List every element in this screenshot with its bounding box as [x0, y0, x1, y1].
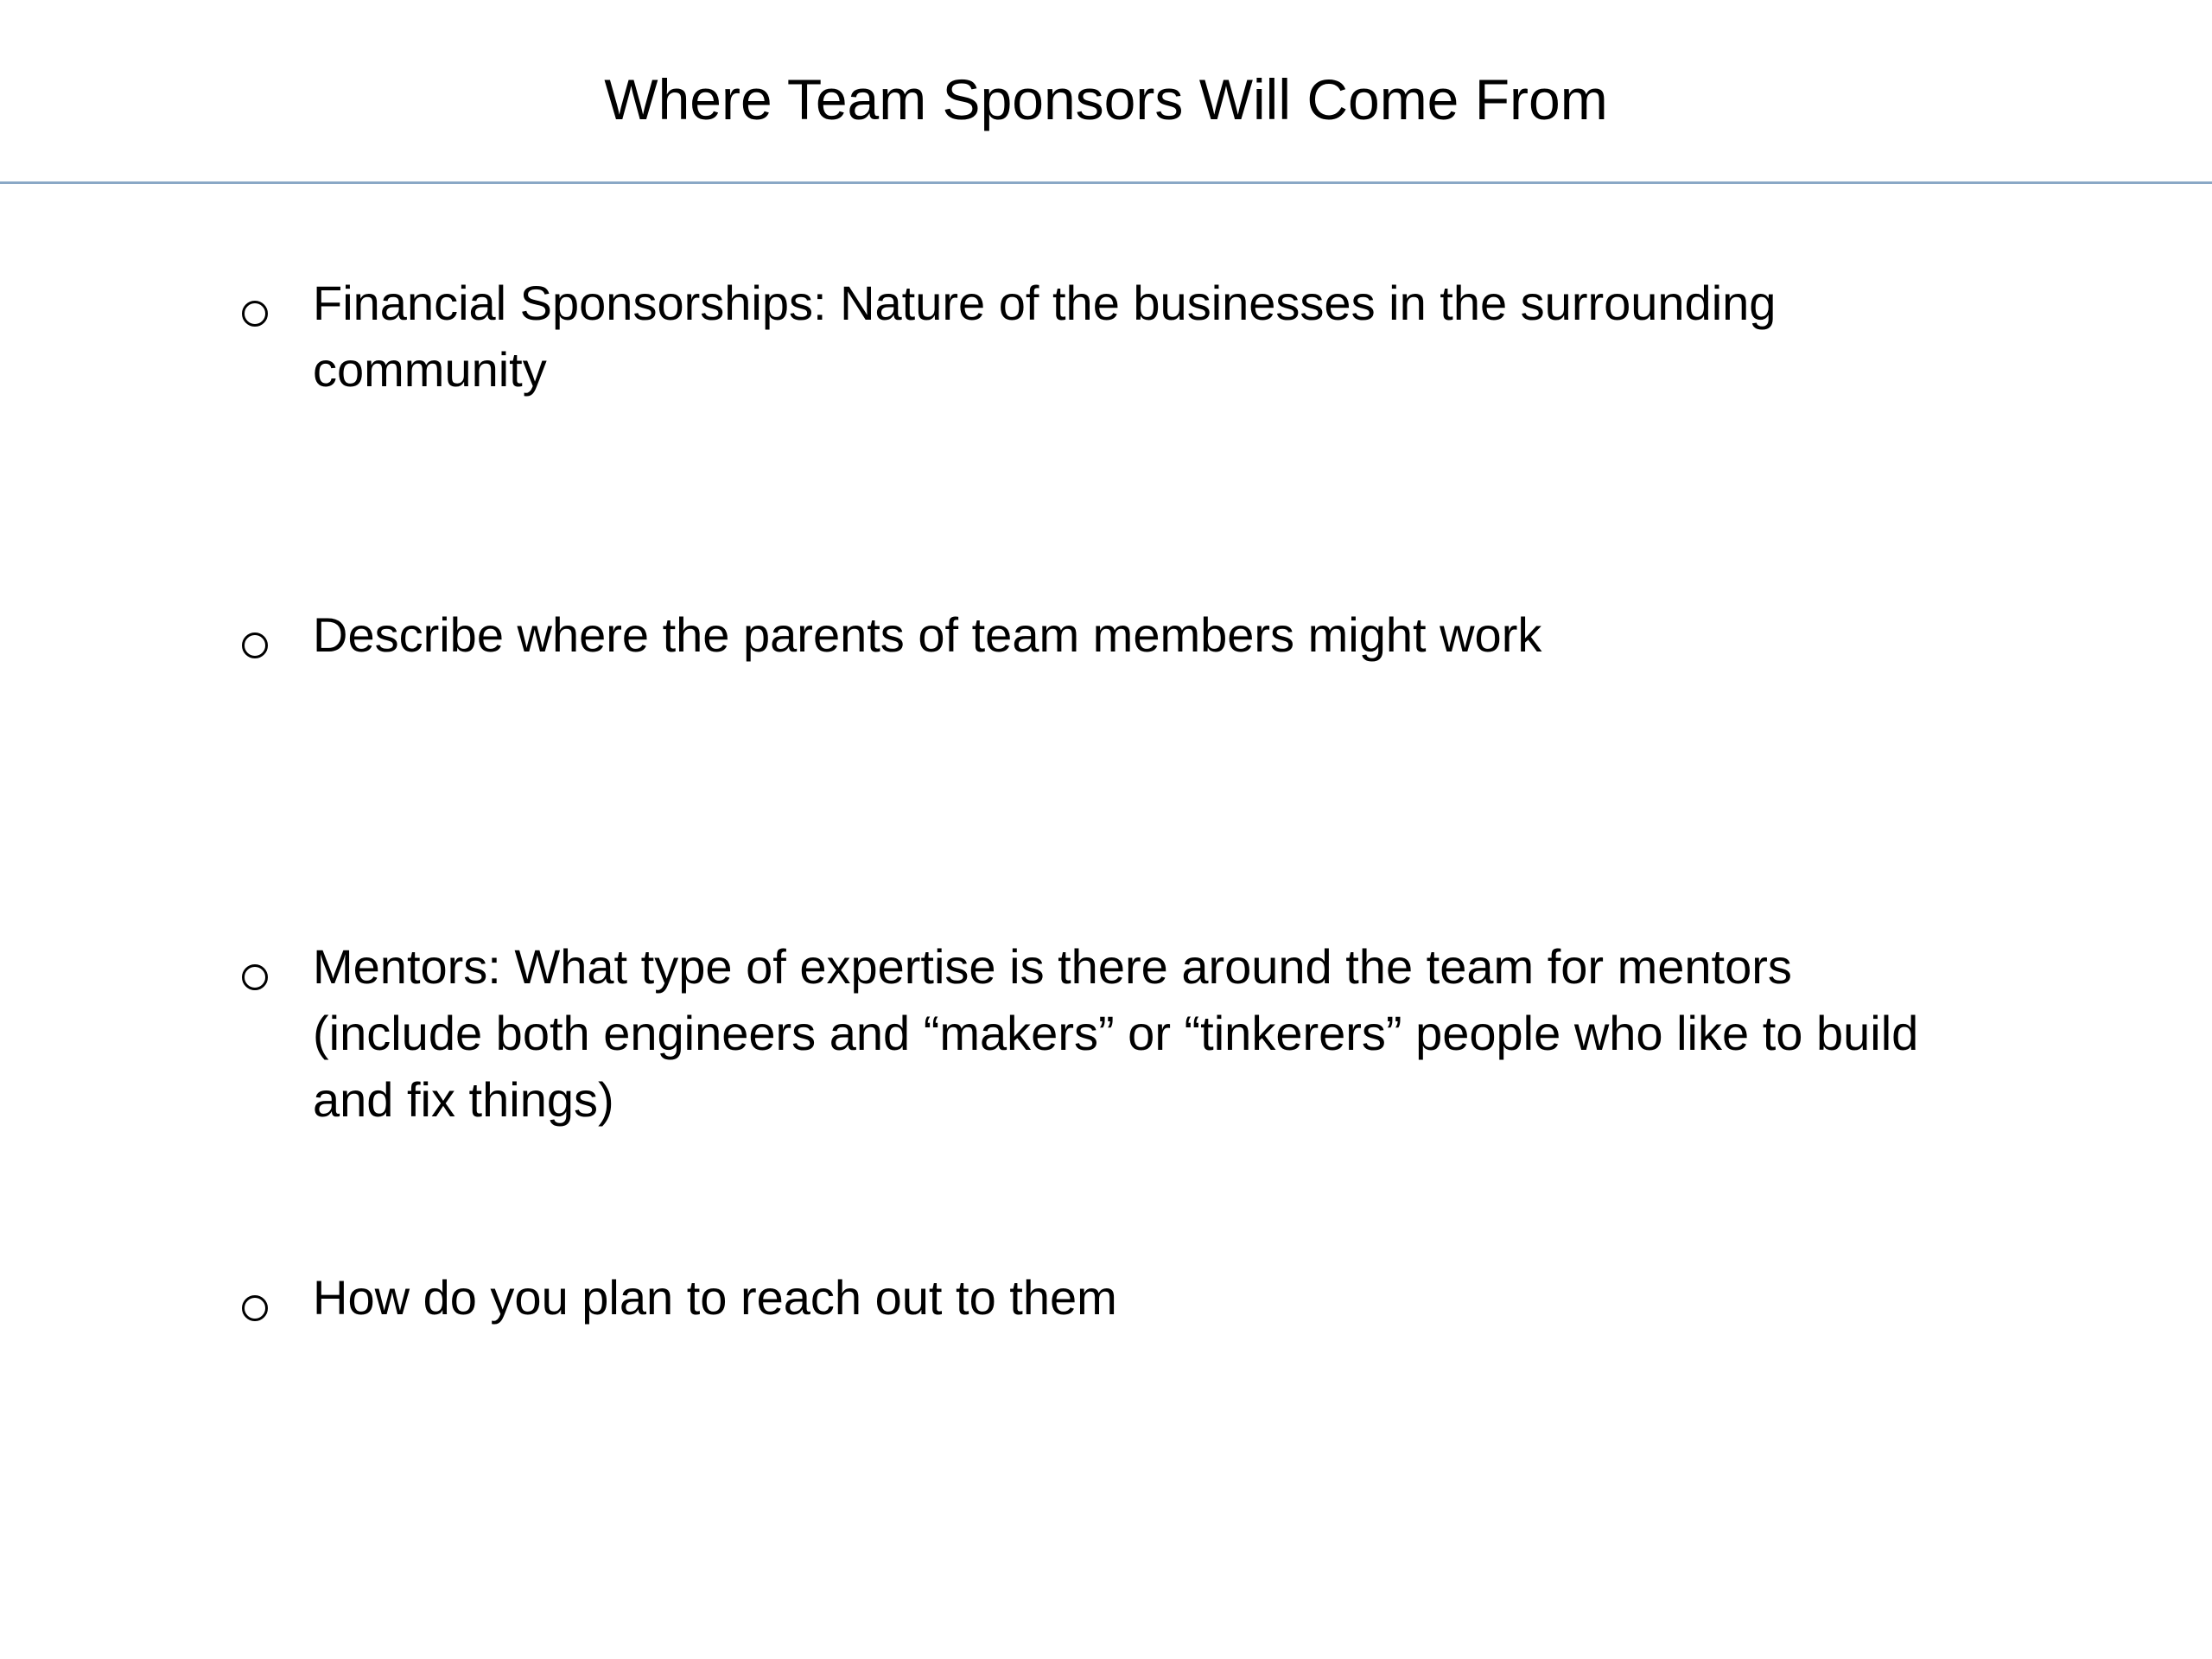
- title-divider: [0, 181, 2212, 184]
- bullet-text: Describe where the parents of team members might work: [313, 607, 1542, 662]
- hollow-circle-bullet-icon: [242, 964, 268, 990]
- slide-title: Where Team Sponsors Will Come From: [604, 67, 1608, 131]
- bullet-item-outreach-plan: [242, 1264, 1970, 1331]
- bullet-item-parents-work: [242, 601, 1970, 668]
- bullet-item-financial-sponsorships: [242, 270, 1970, 403]
- bullet-text: Mentors: What type of expertise is there around the team for mentors (include both engineers and “makers” or “tinkerers” people who like to build and fix things): [313, 939, 1919, 1127]
- bullet-item-mentors: [242, 933, 1970, 1133]
- hollow-circle-bullet-icon: [242, 301, 268, 327]
- bullet-text: Financial Sponsorships: Nature of the businesses in the surrounding community: [313, 276, 1777, 397]
- hollow-circle-bullet-icon: [242, 1295, 268, 1321]
- bullet-text: How do you plan to reach out to them: [313, 1270, 1117, 1325]
- hollow-circle-bullet-icon: [242, 632, 268, 658]
